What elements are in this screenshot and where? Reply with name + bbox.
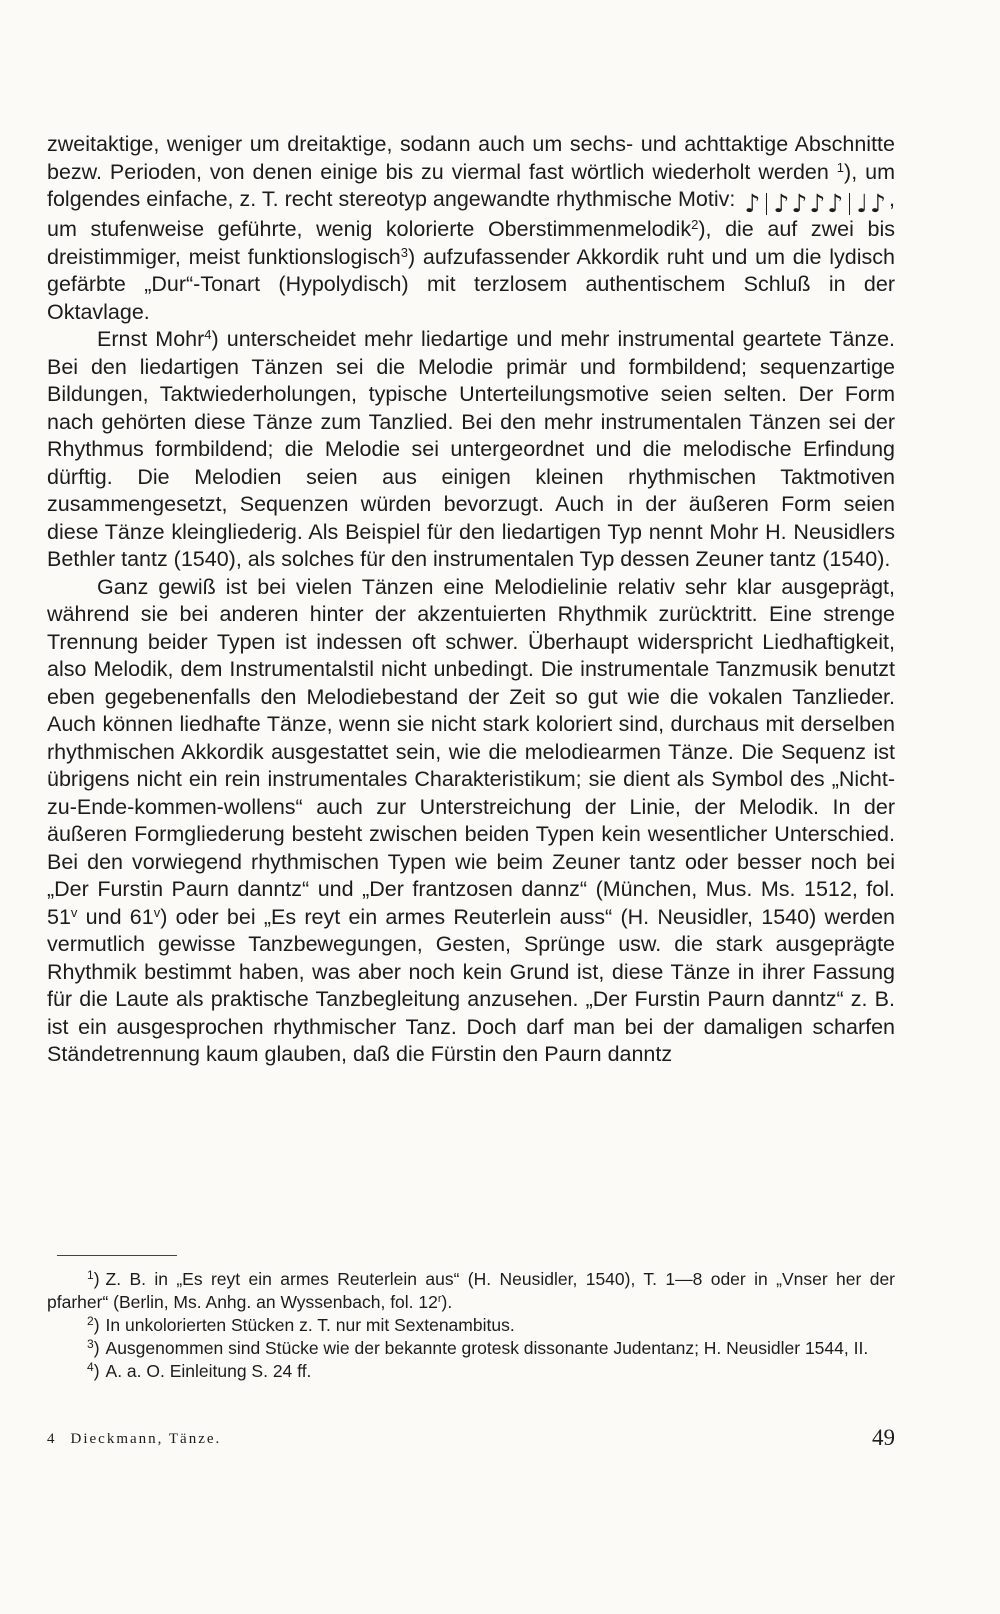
footnotes: [47, 1268, 895, 1383]
rhythm-motif-icon: ♪ ♪♪♪♪ ♩♪: [744, 189, 887, 218]
footnote-2: $^2$) In unkolorierten Stücken z. T. nur mit Sextenambitus.: [87, 1314, 515, 1335]
page-number: 49: [872, 1425, 895, 1450]
footnote-4: $^4$) A. a. O. Einleitung S. 24 ff.: [87, 1360, 312, 1381]
footnote-ref-3: 3: [400, 244, 408, 260]
superscript-verso: v: [153, 904, 161, 920]
footnote-divider: [57, 1255, 177, 1256]
footnote-1: $^1$) Z. B. in „Es reyt ein armes Reuterlein aus“ (H. Neusidler, 1540), T. 1—8 oder in „Vnser her der pfarher“ (Berlin, Ms. Anhg. an Wyssenbach, fol. 12$^r$).: [47, 1268, 895, 1312]
superscript-verso: v: [70, 904, 78, 920]
paragraph-2: Ernst Mohr$^4$) unterscheidet mehr liedartige und mehr instrumental geartete Tänze. Bei den liedartigen Tänzen sei die Melodie primär und formbildend; sequenzartige Bildungen, Taktwiederholungen, typische Unterteilungsmotive seien selten. Der Form nach gehörten diese Tänze zum Tanzlied. Bei den mehr instrumentalen Tänzen sei der Rhythmus formbildend; die Melodie sei untergeordnet und die melodische Erfindung dürftig. Die Melodien seien aus einigen kleinen rhythmischen Taktmotiven zusammengesetzt, Sequenzen würden bevorzugt. Auch in der äußeren Form seien diese Tänze kleingliederig. Als Beispiel für den liedartigen Typ nennt Mohr H. Neusidlers Bethler tantz (1540), als solches für den instrumentalen Typ dessen Zeuner tantz (1540).: [47, 327, 896, 571]
footnote-ref-2: 2: [691, 217, 699, 232]
paragraph-1: zweitaktige, weniger um dreitaktige, sodann auch um sechs- und achttaktige Abschnitte bezw. Perioden, von denen einige bis zu viermal fast wörtlich wiederholt werden $^1$), um folgendes einfache, z. T. recht stereotyp angewandte rhythmische Motiv: ♪ ♪♪♪♪ ♩♪ , um stufenweise geführte, wenig kolorierte Oberstimmenmelodik$^2$), die auf zwei bis dreistimmiger, meist funktionslogisch$^3$) aufzufassender Akkordik ruht und um die lydisch gefärbte „Dur“-Tonart (Hypolydisch) mit terzlosem authentischem Schluß in der Oktavlage.: [47, 132, 895, 324]
paragraph-3: Ganz gewiß ist bei vielen Tänzen eine Melodielinie relativ sehr klar ausgeprägt, während sie bei anderen hinter der akzentuierten Rhythmik zurücktritt. Eine strenge Trennung beider Typen ist indessen oft schwer. Überhaupt widerspricht Liedhaftigkeit, also Melodik, dem Instrumentalstil nicht unbedingt. Die instrumentale Tanzmusik benutzt eben gegebenenfalls den Melodiebestand der Zeit so gut wie die vokalen Tanzlieder. Auch können liedhafte Tänze, wenn sie nicht stark koloriert sind, durchaus mit derselben rhythmischen Akkordik ausgestattet sein, wie die melodiearmen Tänze. Die Sequenz ist übrigens nicht ein rein instrumentales Charakteristikum; sie dient als Symbol des „Nicht-zu-Ende-kommen-wollens“ auch zur Unterstreichung der Linie, der Melodik. In der äußeren Formgliederung besteht zwischen beiden Typen kein wesentlicher Unterschied. Bei den vorwiegend rhythmischen Typen wie beim Zeuner tantz oder besser noch bei „Der Furstin Paurn danntz“ und „Der frantzosen dannz“ (München, Mus. Ms. 1512, fol. 51$^v$ und 61$^v$) oder bei „Es reyt ein armes Reuterlein auss“ (H. Neusidler, 1540) werden vermutlich gewisse Tanzbewegungen, Gesten, Sprünge usw. die stark ausgeprägte Rhythmik bestimmt haben, was aber noch kein Grund ist, diese Tänze in ihrer Fassung für die Laute als praktische Tanzbegleitung anzusehen. „Der Furstin Paurn danntz“ z. B. ist ein ausgesprochen rhythmischer Tanz. Doch darf man bei der damaligen scharfen Ständetrennung kaum glauben, daß die Fürstin den Paurn danntz: [47, 574, 896, 1066]
printer-signature: 4 Dieckmann, Tänze.: [47, 1431, 222, 1447]
footnote-3: $^3$) Ausgenommen sind Stücke wie der bekannte grotesk dissonante Judentanz; H. Neusidler 1544, II.: [87, 1337, 869, 1358]
body-text: [47, 131, 895, 1069]
footnote-ref-4: 4: [204, 327, 212, 342]
page-footer: [47, 1425, 895, 1453]
footnote-ref-1: 1: [836, 159, 845, 175]
